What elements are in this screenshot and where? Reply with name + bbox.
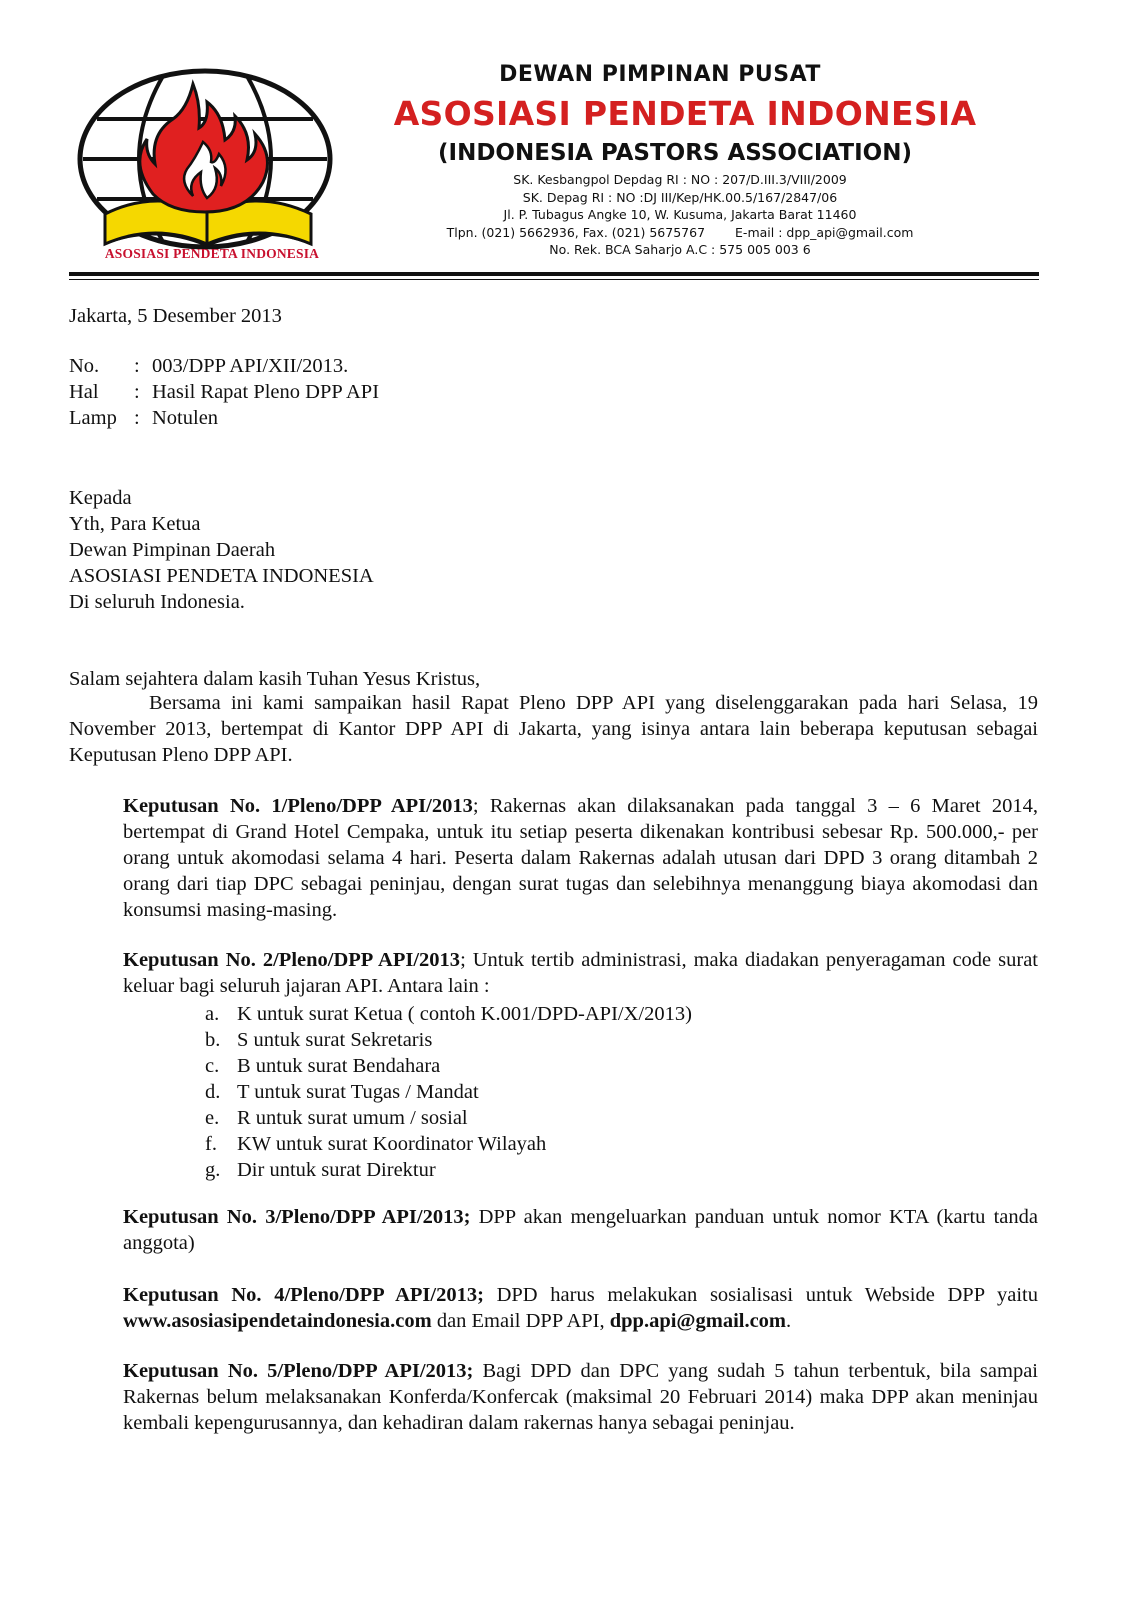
decision-text: ; Rakernas akan dilaksanakan pada tanggal 3 – 6 Maret 2014, bertempat di Grand Hotel Cempaka, untuk itu setiap peserta dikenakan kontribusi sebesar Rp. 500.000,- per orang untuk akomodasi selama 4 hari. Peserta dalam Rakernas adalah utusan dari DPD 3 orang ditambah 2 orang dari tiap DPC sebagai peninjau, dengan surat tugas dan selebihnya menanggung biaya akomodasi dan konsumsi masing-masing. [123, 795, 1038, 921]
decision-title: Keputusan No. 2/Pleno/DPP API/2013 [123, 949, 461, 971]
recipient-address [69, 485, 374, 615]
header-divider-thin [69, 279, 1039, 280]
meta-key: No. [69, 355, 100, 377]
list-item: g. Dir untuk surat Direktur [205, 1159, 436, 1181]
letter-code-list [205, 1001, 692, 1183]
address-line: Dewan Pimpinan Daerah [69, 539, 276, 561]
address-line: Yth, Para Ketua [69, 513, 201, 535]
decision-title: Keputusan No. 1/Pleno/DPP API/2013 [123, 795, 473, 817]
organization-english-name: (INDONESIA PASTORS ASSOCIATION) [438, 140, 912, 166]
decision-title: Keputusan No. 4/Pleno/DPP API/2013; [123, 1284, 484, 1306]
decision-4: Keputusan No. 4/Pleno/DPP API/2013; DPD harus melakukan sosialisasi untuk Webside DPP yaitu www.asosiasipendetaindonesia.com dan Email DPP API, dpp.api@gmail.com. [123, 1284, 1039, 1332]
decision-5 [123, 1358, 1038, 1436]
decision-text: DPD harus melakukan sosialisasi untuk Webside DPP yaitu [483, 1284, 1039, 1306]
meta-attachment [69, 405, 379, 431]
address-line: ASOSIASI PENDETA INDONESIA [69, 565, 374, 587]
list-item: c. B untuk surat Bendahara [205, 1055, 441, 1077]
meta-number [69, 353, 379, 379]
intro-text: Bersama ini kami sampaikan hasil Rapat Pleno DPP API yang diselenggarakan pada hari Selasa, 19 November 2013, bertempat di Kantor DPP API di Jakarta, yang isinya antara lain beberapa keputusan sebagai Keputusan Pleno DPP API. [69, 692, 1038, 766]
letter-date: Jakarta, 5 Desember 2013 [69, 305, 282, 327]
organization-name: ASOSIASI PENDETA INDONESIA [393, 94, 977, 133]
list-item: a. K untuk surat Ketua ( contoh K.001/DPD-API/X/2013) [205, 1003, 692, 1025]
meta-value: Notulen [152, 407, 219, 429]
header-divider [69, 272, 1039, 276]
decision-text: dan Email DPP API, [431, 1310, 610, 1332]
registration-kesbangpol: SK. Kesbangpol Depdag RI : NO : 207/D.III.3/VIII/2009 [513, 172, 847, 187]
contact-line [420, 224, 940, 242]
list-item: f. KW untuk surat Koordinator Wilayah [205, 1133, 547, 1155]
meta-sep: : [134, 407, 140, 429]
office-address: Jl. P. Tubagus Angke 10, W. Kusuma, Jakarta Barat 11460 [503, 207, 857, 222]
organization-logo [75, 64, 343, 264]
address-line: Kepada [69, 487, 132, 509]
decision-text: DPP akan mengeluarkan panduan untuk nomor KTA (kartu tanda anggota) [123, 1206, 1038, 1254]
meta-key: Hal [69, 381, 99, 403]
flame-icon [140, 84, 268, 212]
address-line: Di seluruh Indonesia. [69, 591, 245, 613]
decision-1 [123, 793, 1038, 923]
letter-meta [69, 353, 379, 431]
list-item: b. S untuk surat Sekretaris [205, 1029, 433, 1051]
email-link[interactable]: dpp.api@gmail.com [609, 1310, 787, 1332]
decision-text: Bagi DPD dan DPC yang sudah 5 tahun terbentuk, bila sampai Rakernas belum melaksanakan Konferda/Konfercak (maksimal 20 Februari 2014) maka DPP akan meninjau kembali kepengurusannya, dan kehadiran dalam rakernas hanya sebagai peninjau. [123, 1360, 1039, 1434]
meta-subject [69, 379, 379, 405]
decision-title: Keputusan No. 3/Pleno/DPP API/2013; [123, 1206, 471, 1228]
intro-paragraph [69, 690, 1038, 768]
bank-account: No. Rek. BCA Saharjo A.C : 575 005 003 6 [549, 242, 811, 257]
list-item: e. R untuk surat umum / sosial [205, 1107, 468, 1129]
header-email: E-mail : dpp_api@gmail.com [735, 224, 914, 240]
meta-value: Hasil Rapat Pleno DPP API [152, 381, 380, 403]
council-title: DEWAN PIMPINAN PUSAT [499, 62, 821, 87]
greeting: Salam sejahtera dalam kasih Tuhan Yesus Kristus, [69, 668, 481, 690]
phone-fax: Tlpn. (021) 5662936, Fax. (021) 5675767 [446, 224, 706, 240]
decision-title: Keputusan No. 5/Pleno/DPP API/2013; [123, 1360, 474, 1382]
meta-sep: : [134, 381, 140, 403]
list-item: d. T untuk surat Tugas / Mandat [205, 1081, 479, 1103]
meta-value: 003/DPP API/XII/2013. [152, 355, 349, 377]
decision-text: ; Untuk tertib administrasi, maka diadakan penyeragaman code surat keluar bagi seluruh jajaran API. Antara lain : [123, 949, 1038, 997]
meta-key: Lamp [69, 407, 117, 429]
meta-sep: : [134, 355, 140, 377]
decision-2 [123, 947, 1038, 999]
logo-caption: ASOSIASI PENDETA INDONESIA [104, 246, 320, 261]
letterhead-info [420, 171, 940, 259]
decision-3 [123, 1204, 1038, 1256]
website-link[interactable]: www.asosiasipendetaindonesia.com [123, 1310, 432, 1332]
registration-depag: SK. Depag RI : NO :DJ III/Kep/HK.00.5/167/2847/06 [522, 189, 838, 205]
